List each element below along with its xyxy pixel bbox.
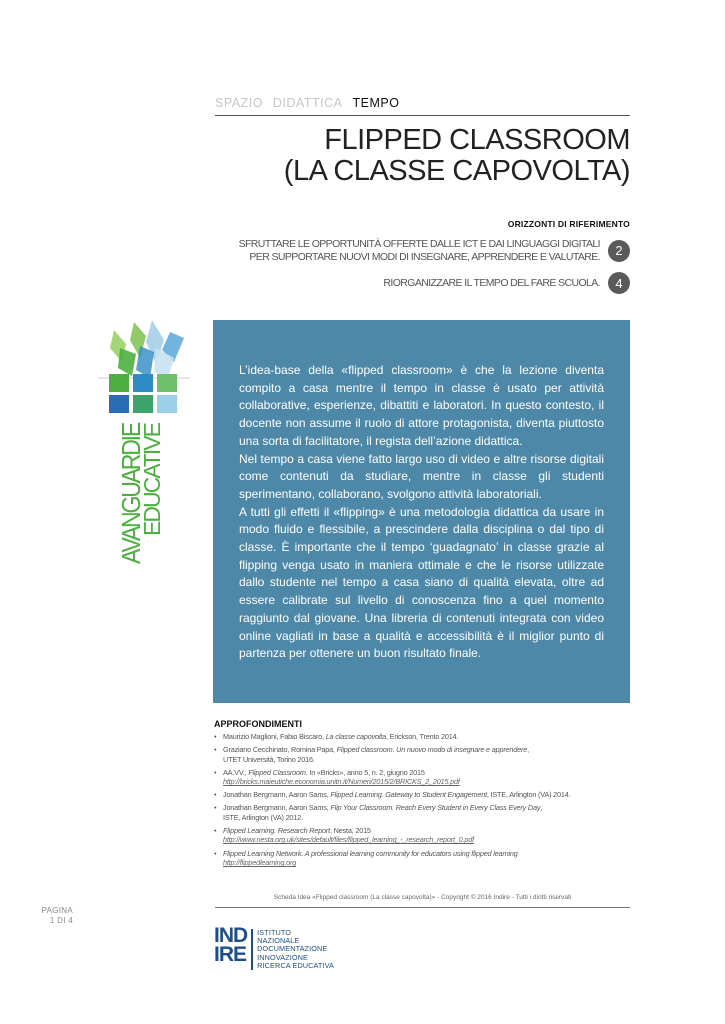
reference-item: • Jonathan Bergmann, Aaron Sams, Flip Your Classroom. Reach Every Student in Every Class Every Day, ISTE, Arlington (VA) 2012.	[214, 803, 630, 822]
reference-item: • Flipped Learning. Research Report, Nesta, 2015 http://www.nesta.org.uk/sites/default/files/flipped_learning_-_research_report_0.pdf	[214, 826, 630, 845]
main-paragraph: A tutti gli effetti il «flipping» è una metodologia didattica da usare in modo fluido e flessibile, a prescindere dalla disciplina o dal tipo di classe. È importante che il tempo ‘guadagnato’ in classe grazie al flipping venga usato in maniera ottimale e che le risorse utilizzate dallo studente nel tempo a casa siano di qualità elevata, oltre ad essere calibrate sul livello di conoscenza fino a quel momento raggiunto dal giovane. Una libreria di contenuti integrata con video online vagliati in base a qualità e accessibilità è il miglior punto di partenza per ottenere un buon risultato finale.	[239, 504, 604, 661]
logo-word-educative: EDUCATIVE	[139, 424, 165, 536]
indire-word-bottom: IRE	[214, 943, 247, 966]
indire-word-top: IND	[214, 924, 248, 947]
main-paragraph: L’idea-base della «flipped classroom» è che la lezione diventa compito a casa mentre il tempo in classe è usato per attività collaborative, esperienze, dibattiti e laboratori. In questo contesto, il docente non assume il ruolo di attore protagonista, diventa piuttosto una sorta di facilitatore, il regista dell’azione didattica.	[239, 363, 604, 448]
reference-list	[214, 732, 630, 871]
page-label-line: 1 DI 4	[49, 916, 73, 925]
reference-link[interactable]: http://www.nesta.org.uk/sites/default/files/flipped_learning_-_research_report_0.pdf	[223, 835, 474, 845]
footer-divider	[215, 907, 630, 908]
orizzonte-line: RIORGANIZZARE IL TEMPO DEL FARE SCUOLA.	[383, 276, 600, 289]
copyright-text: Scheda Idea «Flipped classroom (La classe capovolta)» - Copyright © 2016 Indire - Tutti i diritti riservati	[273, 894, 572, 901]
orizzonte-number-badge: 2	[608, 240, 630, 262]
approfondimenti-title: APPROFONDIMENTI	[214, 719, 303, 729]
indire-line: INNOVAZIONE	[257, 952, 309, 962]
orizzonte-number-badge: 4	[608, 272, 630, 294]
orizzonte-text	[383, 277, 600, 290]
reference-link[interactable]: http://bricks.maieutiche.economia.unitn.it/Numeri/2015/2/BRICKS_2_2015.pdf	[223, 777, 460, 787]
reference-item: • AA.VV., Flipped Classroom. In «Bricks», anno 5, n. 2, giugno 2015 http://bricks.maieutiche.economia.unitn.it/Numeri/2015/2/BRICKS_2_2015.pdf	[214, 768, 630, 787]
indire-line: RICERCA EDUCATIVA	[257, 960, 335, 970]
page-title: FLIPPED CLASSROOM	[324, 124, 630, 156]
reference-link[interactable]: http://flippedlearning.org	[223, 858, 297, 868]
page-subtitle: (LA CLASSE CAPOVOLTA)	[283, 155, 630, 187]
logo-word-avanguardie: AVANGUARDIE	[116, 406, 146, 564]
page-number	[42, 906, 73, 926]
page-label-line: PAGINA	[41, 906, 73, 915]
breadcrumb-spazio: SPAZIO	[215, 96, 263, 110]
reference-item: • Maurizio Maglioni, Fabio Biscaro, La classe capovolta, Erickson, Trento 2014.	[214, 732, 630, 742]
main-paragraph: Nel tempo a casa viene fatto largo uso di video e altre risorse digitali come contenuti da studiare, mentre in classe gli studenti sperimentano, collaborano, svolgono attività laboratoriali.	[239, 451, 604, 501]
orizzonte-item	[239, 238, 630, 263]
breadcrumb-didattica: DIDATTICA	[272, 96, 343, 110]
indire-line: ISTITUTO	[257, 928, 292, 937]
indire-full-name	[251, 929, 334, 970]
breadcrumb-tempo: TEMPO	[352, 96, 400, 110]
indire-logo	[214, 926, 334, 970]
indire-wordmark	[214, 926, 247, 964]
orizzonte-line: PER SUPPORTARE NUOVI MODI DI INSEGNARE, APPRENDERE E VALUTARE.	[249, 250, 600, 263]
indire-line: NAZIONALE	[257, 936, 300, 946]
orizzonte-line: SFRUTTARE LE OPPORTUNITÀ OFFERTE DALLE ICT E DAI LINGUAGGI DIGITALI	[238, 238, 600, 250]
reference-item: • Flipped Learning Network. A professional learning community for educators using flipped learning http://flippedlearning.org	[214, 849, 630, 868]
breadcrumb	[215, 96, 630, 116]
orizzonte-item	[383, 272, 630, 294]
avanguardie-educative-logo	[96, 318, 192, 578]
main-text-box	[213, 320, 630, 703]
reference-item: • Jonathan Bergmann, Aaron Sams, Flipped Learning. Gateway to Student Engagement, ISTE, Arlington (VA) 2014.	[214, 790, 630, 800]
orizzonte-text	[239, 238, 600, 263]
reference-item: • Graziano Cecchinato, Romina Papa, Flipped classroom. Un nuovo modo di insegnare e apprendere, UTET Università, Torino 2016.	[214, 745, 630, 764]
indire-line: DOCUMENTAZIONE	[257, 944, 328, 954]
orizzonti-label: ORIZZONTI DI RIFERIMENTO	[507, 219, 630, 229]
